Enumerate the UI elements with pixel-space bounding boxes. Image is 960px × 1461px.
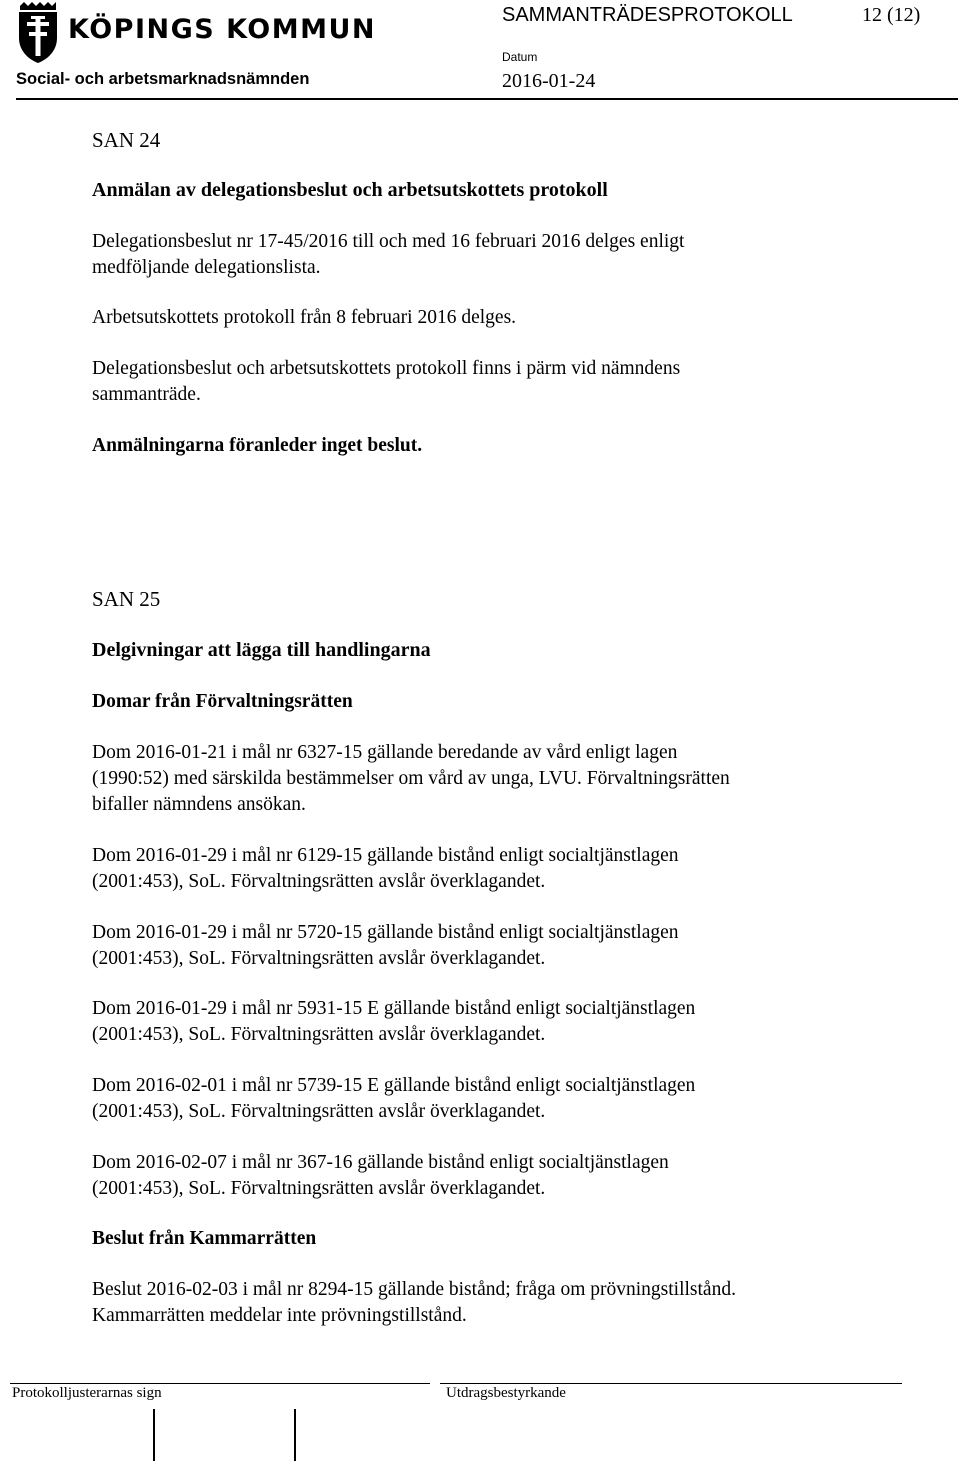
ruling-item [92,920,679,972]
ruling-item [92,1073,695,1125]
page-number: 12 (12) [862,4,921,26]
text-line: (2001:453), SoL. Förvaltningsrätten avslår överklagandet. [92,948,546,969]
text-line: sammanträde. [92,384,201,405]
text-line: Dom 2016-02-07 i mål nr 367-16 gällande bistånd enligt socialtjänstlagen [92,1152,669,1173]
text-line: (1990:52) med särskilda bestämmelser om vård av unga, LVU. Förvaltningsrätten [92,768,730,789]
signature-box-divider [153,1409,155,1461]
footer-divider [10,1383,430,1384]
document-type: SAMMANTRÄDESPROTOKOLL [502,4,793,26]
date-label: Datum [502,50,538,64]
text-line: Beslut 2016-02-03 i mål nr 8294-15 gällande bistånd; fråga om prövningstillstånd. [92,1279,736,1300]
text-line: Dom 2016-02-01 i mål nr 5739-15 E gällande bistånd enligt socialtjänstlagen [92,1075,696,1096]
subsection-title: Domar från Förvaltningsrätten [92,691,353,712]
section-number: SAN 25 [92,587,161,611]
text-line: Delegationsbeslut nr 17-45/2016 till och med 16 februari 2016 delges enligt [92,231,685,252]
coat-of-arms-icon [16,2,60,64]
footer-divider [440,1383,902,1384]
text-line: (2001:453), SoL. Förvaltningsrätten avslår överklagandet. [92,1101,546,1122]
text-line: Dom 2016-01-29 i mål nr 5931-15 E gällande bistånd enligt socialtjänstlagen [92,998,696,1019]
ruling-item [92,843,679,895]
document-date: 2016-01-24 [502,70,596,92]
text-line: (2001:453), SoL. Förvaltningsrätten avslår överklagandet. [92,1024,546,1045]
ruling-item [92,740,730,818]
header-divider [16,98,958,100]
signature-label: Protokolljusterarnas sign [12,1385,162,1401]
logo-text: KÖPINGS KOMMUN [68,14,377,45]
department-name: Social- och arbetsmarknadsnämnden [16,70,310,88]
paragraph [92,229,684,281]
section-title: Delgivningar att lägga till handlingarna [92,639,431,661]
text-line: Dom 2016-01-29 i mål nr 6129-15 gällande bistånd enligt socialtjänstlagen [92,845,679,866]
ruling-item [92,996,695,1048]
text-line: (2001:453), SoL. Förvaltningsrätten avslår överklagandet. [92,871,546,892]
text-line: bifaller nämndens ansökan. [92,794,306,815]
kammarratten-item [92,1277,736,1329]
subsection-title: Beslut från Kammarrätten [92,1228,317,1249]
extract-certification-label: Utdragsbestyrkande [446,1385,566,1401]
text-line: Delegationsbeslut och arbetsutskottets protokoll finns i pärm vid nämndens [92,358,681,379]
decision-text: Anmälningarna föranleder inget beslut. [92,435,423,456]
text-line: Kammarrätten meddelar inte prövningstillstånd. [92,1305,467,1326]
signature-box-divider [294,1409,296,1461]
text-line: Dom 2016-01-21 i mål nr 6327-15 gällande beredande av vård enligt lagen [92,742,678,763]
text-line: medföljande delegationslista. [92,257,321,278]
text-line: (2001:453), SoL. Förvaltningsrätten avslår överklagandet. [92,1178,546,1199]
paragraph: Arbetsutskottets protokoll från 8 februari 2016 delges. [92,307,517,328]
section-number: SAN 24 [92,128,161,152]
section-title: Anmälan av delegationsbeslut och arbetsutskottets protokoll [92,179,608,201]
ruling-item [92,1150,669,1202]
text-line: Dom 2016-01-29 i mål nr 5720-15 gällande bistånd enligt socialtjänstlagen [92,922,679,943]
paragraph [92,356,680,408]
